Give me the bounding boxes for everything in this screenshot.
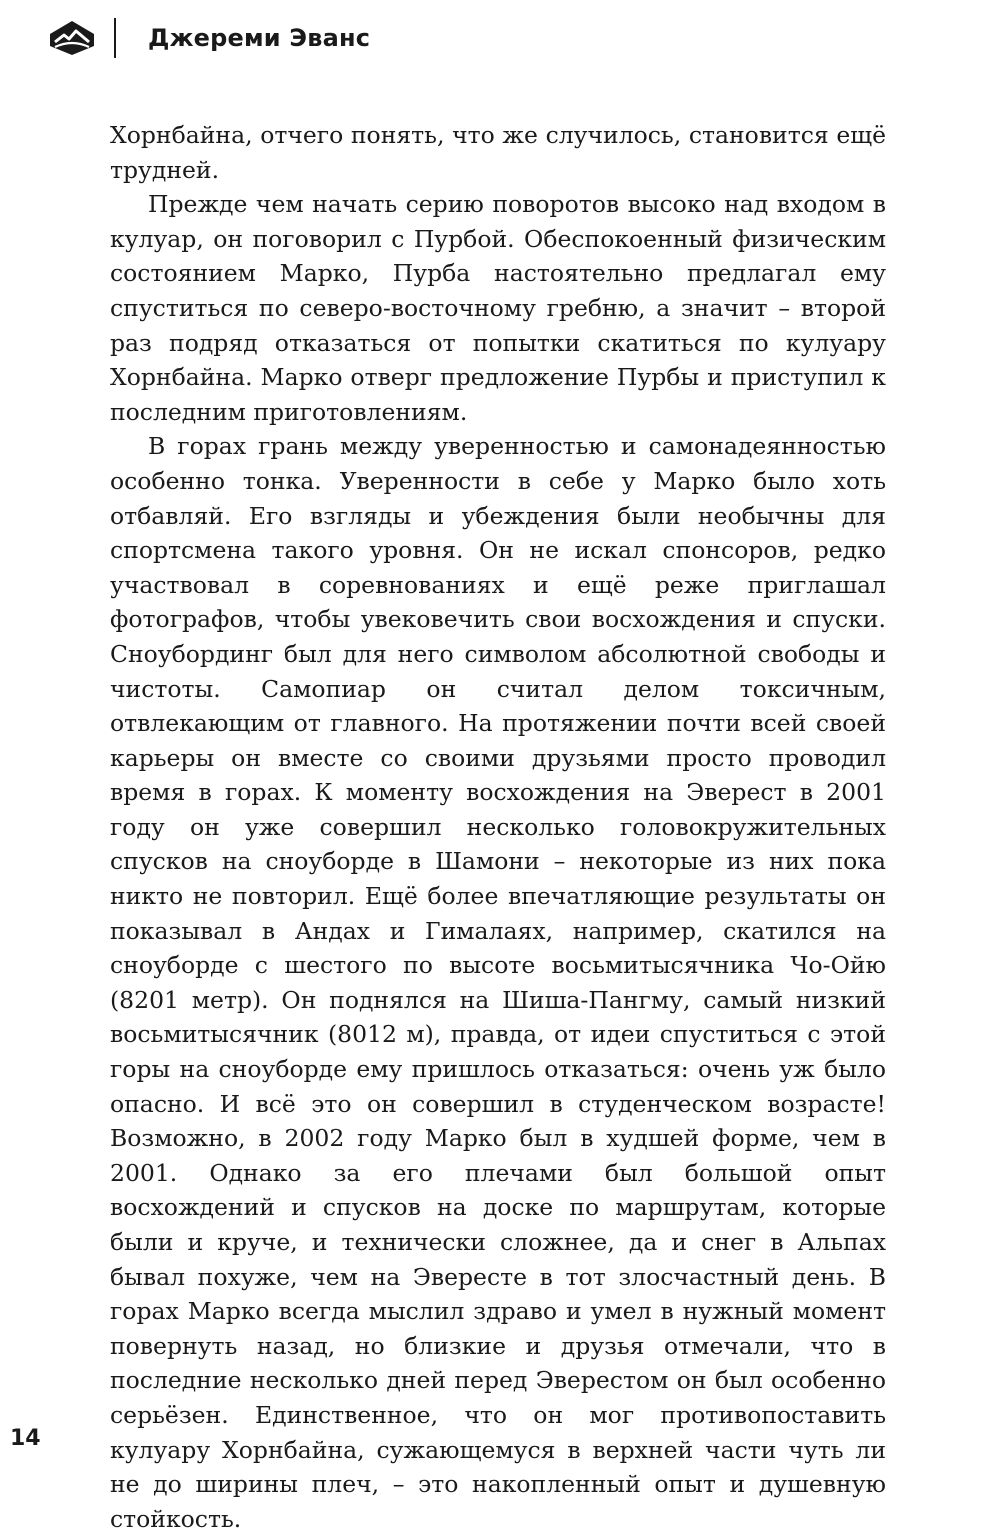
running-header — [48, 18, 370, 58]
paragraph: Прежде чем начать серию поворотов высоко над входом в кулуар, он поговорил с Пурбой. Обеспокоенный физическим состоянием Марко, Пурба настоятельно предлагал ему спуститься по северо-восточному гребню, а значит – второй раз подряд отказаться от попытки скатиться по кулуару Хорнбайна. Марко отверг предложение Пурбы и приступил к последним приготовлениям. — [110, 190, 886, 426]
author-name: Джереми Эванс — [148, 24, 371, 52]
page-number: 14 — [10, 1426, 41, 1451]
main-text — [110, 118, 886, 1536]
paragraph: В горах грань между уверенностью и самонадеянностью особенно тонка. Уверенности в себе у Марко было хоть отбавляй. Его взгляды и убеждения были необычны для спортсмена такого уровня. Он не искал спонсоров, редко участвовал в соревнованиях и ещё реже приглашал фотографов, чтобы увековечить свои восхождения и спуски. Сноубординг был для него символом абсолютной свободы и чистоты. Самопиар он считал делом токсичным, отвлекающим от главного. На протяжении почти всей своей карьеры он вместе со своими друзьями просто проводил время в горах. К моменту восхождения на Эверест в 2001 году он уже совершил несколько головокружительных спусков на сноуборде в Шамони – некоторые из них пока никто не повторил. Ещё более впечатляющие результаты он показывал в Андах и Гималаях, например, скатился на сноуборде с шестого по высоте восьмитысячника Чо-Ойю (8201 метр). Он поднялся на Шиша-Пангму, самый низкий восьмитысячник (8012 м), правда, от идеи спуститься с этой горы на сноуборде ему пришлось отказаться: очень уж было опасно. И всё это он совершил в студенческом возрасте! Возможно, в 2002 году Марко был в худшей форме, чем в 2001. Однако за его плечами был большой опыт восхождений и спусков на доске по маршрутам, которые были и круче, и технически сложнее, да и снег в Альпах бывал похуже, чем на Эвересте в тот злосчастный день. В горах Марко всегда мыслил здраво и умел в нужный момент повернуть назад, но близкие и друзья отмечали, что в последние несколько дней перед Эверестом он был особенно серьёзен. Единственное, что он мог противопоставить кулуару Хорнбайна, сужающемуся в верхней части чуть ли не до ширины плеч, – это накопленный опыт и душевную стойкость. — [110, 432, 886, 1533]
mountain-logo-icon — [48, 20, 96, 56]
paragraph: Хорнбайна, отчего понять, что же случилось, становится ещё трудней. — [110, 121, 886, 184]
header-divider — [114, 18, 116, 58]
